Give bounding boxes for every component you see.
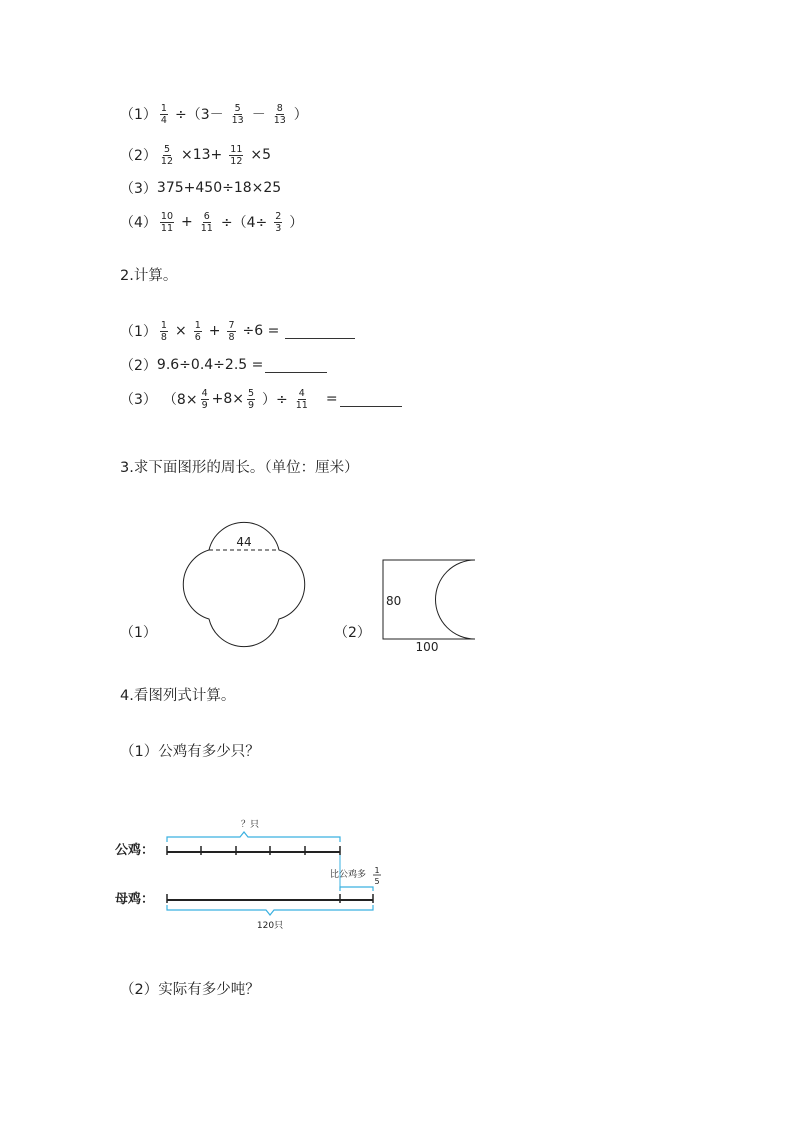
fraction: $\frac{4}{11}$ <box>295 387 308 411</box>
expr-text: 375+450÷18×25 <box>156 180 282 196</box>
fraction: $\frac{10}{11}$ <box>160 210 174 234</box>
question-1: （1）公鸡有多少只？ <box>120 744 260 760</box>
expr-text: ×5 <box>250 147 272 163</box>
fraction: $\frac{11}{12}$ <box>230 143 243 167</box>
section-2-title: 2.计算。 <box>120 268 178 284</box>
more-fraction-num: 1 <box>374 866 380 875</box>
figure-1-clover <box>170 510 320 660</box>
hen-label: 母鸡： <box>115 892 155 907</box>
figure-2-width: 100 <box>415 640 439 654</box>
answer-blank[interactable] <box>285 324 355 339</box>
expr-text: ×13+ <box>181 147 223 163</box>
item-label: （2） <box>120 148 157 164</box>
fraction: $\frac{7}{8}$ <box>228 319 235 343</box>
fraction: $\frac{1}{8}$ <box>160 319 167 343</box>
more-fraction-den: 5 <box>374 877 380 886</box>
p1-item-1 <box>120 101 312 127</box>
expr-text: × <box>174 323 187 339</box>
question-brace <box>167 832 340 842</box>
figure-1-value: 44 <box>236 535 252 549</box>
s2-item-1 <box>120 318 355 344</box>
fraction: $\frac{5}{9}$ <box>247 387 255 411</box>
item-label: （3） <box>120 392 157 408</box>
section-4-title: 4.看图列式计算。 <box>120 688 236 704</box>
answer-blank[interactable] <box>340 392 402 407</box>
fraction: $\frac{5}{12}$ <box>160 143 174 167</box>
expr-text: + <box>181 214 193 230</box>
expr-text: － <box>251 107 266 123</box>
s2-item-2 <box>120 352 327 378</box>
expr-text: （8× <box>162 392 198 408</box>
figure-2-shape <box>378 555 482 655</box>
fraction: $\frac{1}{4}$ <box>160 102 167 126</box>
chicken-diagram <box>100 810 400 940</box>
expr-text: +8× <box>211 391 244 407</box>
fraction: $\frac{8}{13}$ <box>273 102 286 126</box>
p1-item-4 <box>120 209 307 235</box>
expr-text: ） <box>289 215 304 231</box>
expr-text: ） <box>293 107 308 123</box>
item-label: （4） <box>120 215 157 231</box>
rooster-label: 公鸡： <box>115 843 155 858</box>
expr-text: 9.6÷0.4÷2.5 = <box>156 357 264 373</box>
expr-text: ÷（3－ <box>174 107 224 123</box>
section-3-title: 3.求下面图形的周长。（单位：厘米） <box>120 460 359 476</box>
p1-item-3 <box>120 175 281 201</box>
fraction: $\frac{6}{11}$ <box>200 210 213 234</box>
fraction: $\frac{2}{3}$ <box>275 210 282 234</box>
hen-total-label: 120只 <box>256 921 284 931</box>
expr-text: ÷（4÷ <box>220 215 268 231</box>
more-label: 比公鸡多 <box>330 870 367 880</box>
item-label: （2） <box>120 358 157 374</box>
fraction: $\frac{4}{9}$ <box>201 387 208 411</box>
expr-text: + <box>208 323 221 339</box>
figure-2-height: 80 <box>386 594 402 608</box>
fraction: $\frac{5}{13}$ <box>231 102 244 126</box>
figure-1-label: （1） <box>120 625 157 641</box>
item-label: （1） <box>120 324 157 340</box>
answer-blank[interactable] <box>265 358 327 373</box>
expr-text: = <box>325 391 338 407</box>
extra-brace <box>340 887 373 891</box>
p1-item-2 <box>120 142 275 168</box>
fraction: $\frac{1}{6}$ <box>194 319 201 343</box>
expr-text: ÷6 = <box>242 323 280 339</box>
item-label: （3） <box>120 181 157 197</box>
total-brace <box>167 905 373 915</box>
s2-item-3 <box>120 386 402 412</box>
item-label: （1） <box>120 107 157 123</box>
question-mark-label: ？只 <box>240 820 260 830</box>
expr-text: ）÷ <box>262 392 288 408</box>
figure-2-label: （2） <box>334 625 371 641</box>
question-2: （2）实际有多少吨？ <box>120 982 260 998</box>
